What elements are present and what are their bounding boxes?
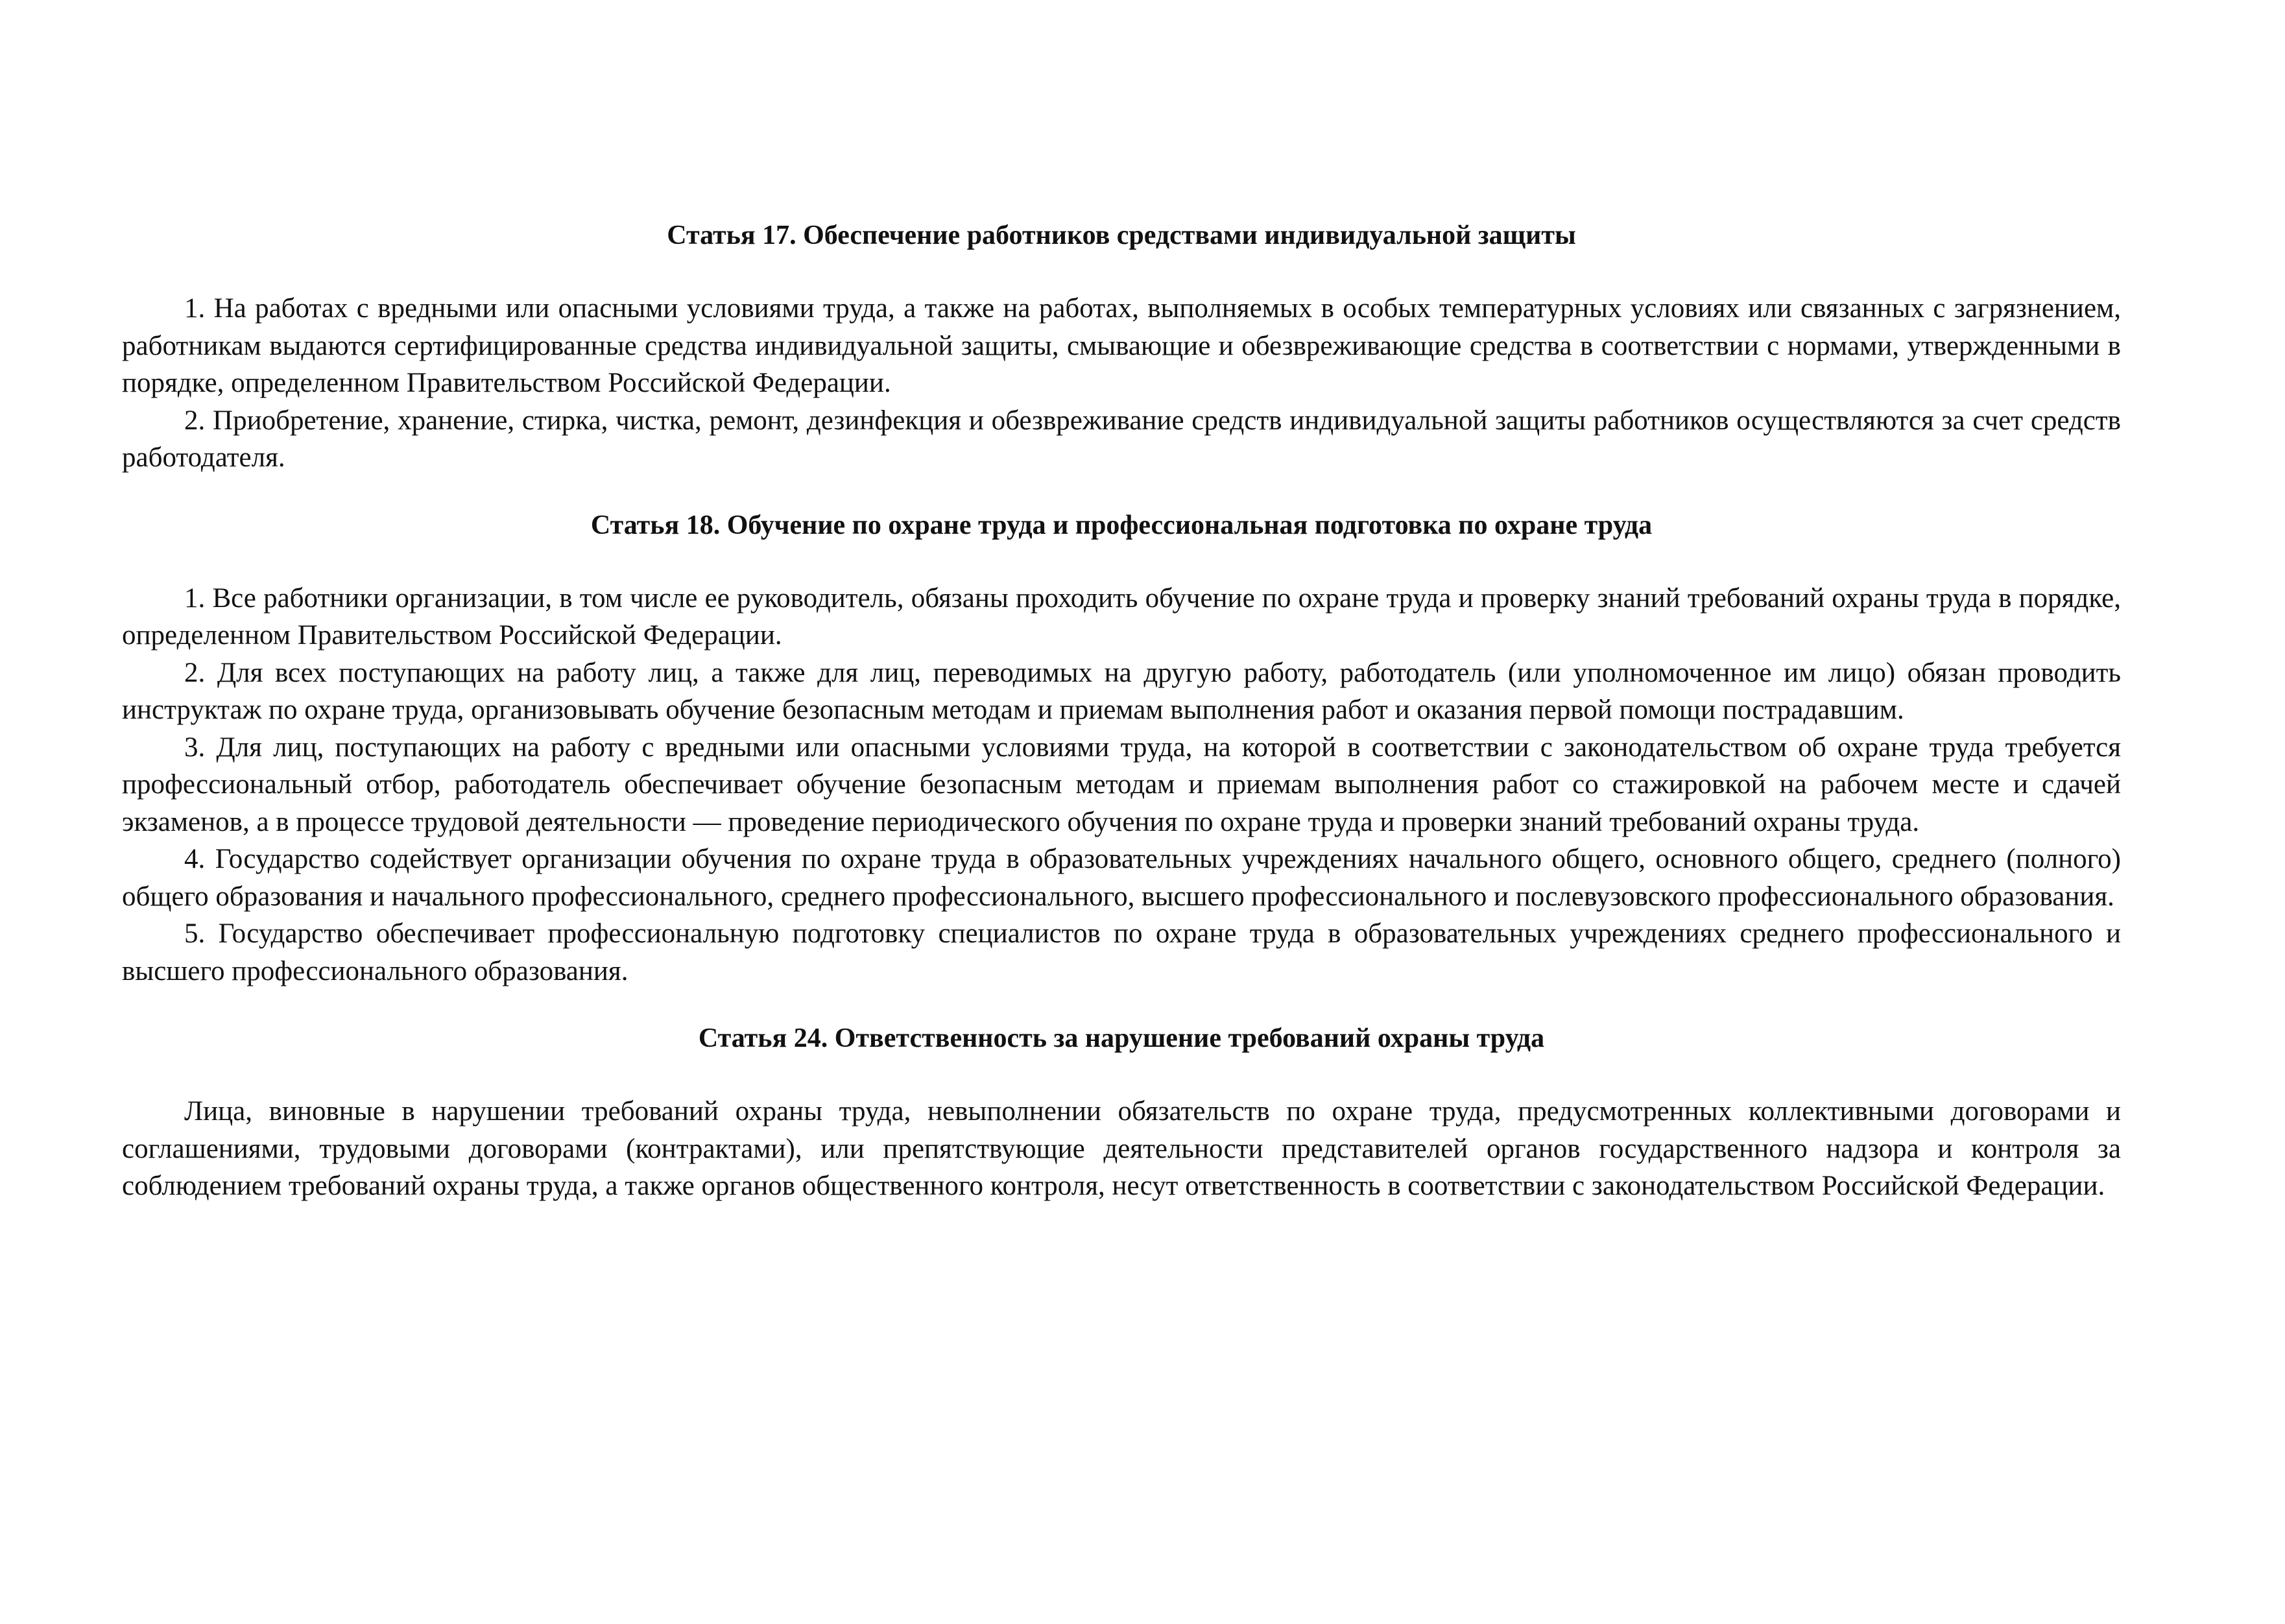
paragraph: 1. Все работники организации, в том числе ее руководитель, обязаны проходить обучение по охране труда и проверку знаний требований охраны труда в порядке, определенном Правительством Российской Федерации.: [122, 582, 2121, 651]
paragraph: 1. На работах с вредными или опасными условиями труда, а также на работах, выполняемых в особых температурных условиях или связанных с загрязнением, работникам выдаются сертифицированные средства индивидуальной защиты, смывающие и обезвреживающие средства в соответствии с нормами, утвержденными в порядке, определенном Правительством Российской Федерации.: [122, 293, 2121, 398]
article-24: [122, 1020, 2121, 1205]
paragraph: 2. Приобретение, хранение, стирка, чистка, ремонт, дезинфекция и обезвреживание средств индивидуальной защиты работников осуществляются за счет средств работодателя.: [122, 405, 2121, 473]
paragraph: 5. Государство обеспечивает профессиональную подготовку специалистов по охране труда в образовательных учреждениях среднего профессионального и высшего профессионального образования.: [122, 918, 2121, 986]
article-heading: Статья 17. Обеспечение работников средствами индивидуальной защиты: [667, 221, 1576, 250]
article-17: [122, 217, 2121, 477]
paragraph: 3. Для лиц, поступающих на работу с вредными или опасными условиями труда, на которой в соответствии с законодательством об охране труда требуется профессиональный отбор, работодатель обеспечивает обучение безопасным методам и приемам выполнения работ со стажировкой на рабочем месте и сдачей экзаменов, а в процессе трудовой деятельности — проведение периодического обучения по охране труда и проверки знаний требований охраны труда.: [122, 732, 2121, 837]
article-18: [122, 507, 2121, 990]
article-heading: Статья 24. Ответственность за нарушение требований охраны труда: [698, 1023, 1545, 1053]
paragraph: 4. Государство содействует организации обучения по охране труда в образовательных учреждениях начального общего, основного общего, среднего (полного) общего образования и начального профессионального, среднего профессионального, высшего профессионального и послевузовского профессионального образования.: [122, 844, 2121, 912]
paragraph: Лица, виновные в нарушении требований охраны труда, невыполнении обязательств по охране труда, предусмотренных коллективными договорами и соглашениями, трудовыми договорами (контрактами), или препятствующие деятельности представителей органов государственного надзора и контроля за соблюдением требований охраны труда, а также органов общественного контроля, несут ответственность в соответствии с законодательством Российской Федерации.: [122, 1096, 2121, 1201]
document-page: [122, 217, 2121, 1205]
article-heading: Статья 18. Обучение по охране труда и профессиональная подготовка по охране труда: [590, 510, 1653, 540]
paragraph: 2. Для всех поступающих на работу лиц, а также для лиц, переводимых на другую работу, работодатель (или уполномоченное им лицо) обязан проводить инструктаж по охране труда, организовывать обучение безопасным методам и приемам выполнения работ и оказания первой помощи пострадавшим.: [122, 657, 2121, 725]
